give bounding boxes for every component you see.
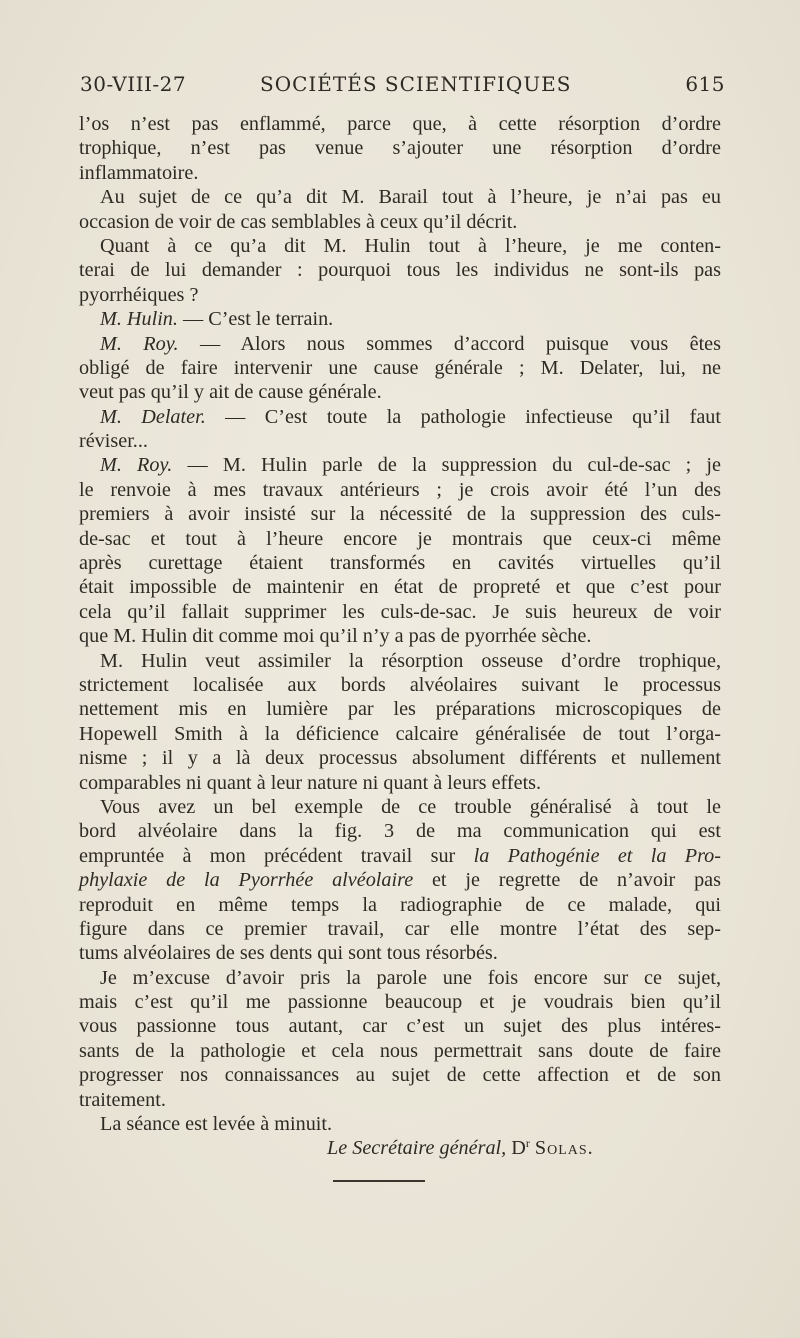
- text-line: Hopewell Smith à la déficience calcaire généralisée de tout l’orga-: [79, 722, 721, 745]
- text-line: obligé de faire intervenir une cause générale ; M. Delater, lui, ne: [79, 356, 721, 379]
- book-title: phylaxie de la Pyorrhée alvéolaire: [79, 869, 414, 892]
- text-line: bord alvéolaire dans la fig. 3 de ma communication qui est: [79, 820, 721, 843]
- closing-rule: [333, 1180, 425, 1182]
- text-line: M. Roy. — Alors nous sommes d’accord puisque vous êtes: [100, 332, 722, 355]
- text-line: après curettage étaient transformés en cavités virtuelles qu’il: [79, 552, 721, 575]
- signature-role: Le Secrétaire général,: [327, 1137, 507, 1160]
- text-line: pyorrhéiques ?: [79, 283, 199, 306]
- text-line: nisme ; il y a là deux processus absolument différents et nullement: [79, 747, 721, 770]
- text-line: cela qu’il fallait supprimer les culs-de-sac. Je suis heureux de voir: [79, 600, 721, 623]
- text-line: Je m’excuse d’avoir pris la parole une fois encore sur ce sujet,: [100, 966, 721, 989]
- text-line: trophique, n’est pas venue s’ajouter une résorption d’ordre: [79, 137, 721, 160]
- text-line: de-sac et tout à l’heure encore je montrais que ceux-ci même: [79, 527, 721, 550]
- text-line: occasion de voir de cas semblables à ceux qu’il décrit.: [79, 210, 518, 233]
- text-line: Quant à ce qu’a dit M. Hulin tout à l’heure, je me conten-: [100, 234, 721, 257]
- signature-title-sup: r: [525, 1136, 530, 1151]
- text-line: progresser nos connaissances au sujet de cette affection et de son: [79, 1064, 721, 1087]
- speaker-name: M. Hulin.: [100, 308, 178, 331]
- header-title: SOCIÉTÉS SCIENTIFIQUES: [260, 72, 572, 96]
- text-line: comparables ni quant à leur nature ni quant à leurs effets.: [79, 771, 542, 794]
- text-line: tums alvéolaires de ses dents qui sont tous résorbés.: [79, 942, 498, 965]
- text-line: premiers à avoir insisté sur la nécessité de la suppression des culs-: [79, 503, 721, 526]
- signature-name: Solas.: [534, 1137, 594, 1160]
- text-line: inflammatoire.: [79, 161, 199, 184]
- text-line: l’os n’est pas enflammé, parce que, à cette résorption d’ordre: [79, 113, 721, 135]
- page-number: 615: [685, 72, 725, 96]
- text-line: sants de la pathologie et cela nous permettrait sans doute de faire: [79, 1039, 721, 1062]
- text-line: M. Hulin veut assimiler la résorption osseuse d’ordre trophique,: [100, 649, 721, 672]
- text-line: M. Hulin. — C’est le terrain.: [100, 308, 334, 331]
- text-line: mais c’est qu’il me passionne beaucoup et je voudrais bien qu’il: [79, 991, 721, 1014]
- text-line: M. Roy. — M. Hulin parle de la suppression du cul-de-sac ; je: [100, 454, 721, 477]
- text-line: M. Delater. — C’est toute la pathologie infectieuse qu’il faut: [100, 405, 721, 428]
- text-line: La séance est levée à minuit.: [100, 1113, 333, 1136]
- signature: [79, 1136, 721, 1160]
- text-line: empruntée à mon précédent travail sur la Pathogénie et la Pro-: [79, 844, 721, 867]
- text-line: veut pas qu’il y ait de cause générale.: [79, 381, 382, 404]
- text-line: nettement mis en lumière par les préparations microscopiques de: [79, 698, 721, 721]
- text-line: terai de lui demander : pourquoi tous les individus ne sont-ils pas: [79, 259, 721, 282]
- header-date: 30-VIII-27: [80, 72, 187, 96]
- text-line: Au sujet de ce qu’a dit M. Barail tout à l’heure, je n’ai pas eu: [100, 186, 721, 209]
- text-line: traitement.: [79, 1088, 166, 1111]
- signature-title: D: [511, 1137, 526, 1160]
- text-line: reproduit en même temps la radiographie de ce malade, qui: [79, 893, 721, 916]
- text-line: strictement localisée aux bords alvéolaires suivant le processus: [79, 673, 721, 696]
- text-line: vous passionne tous autant, car c’est un sujet des plus intéres-: [79, 1015, 721, 1038]
- book-title: la Pathogénie et la Pro-: [473, 844, 721, 867]
- text-line: Vous avez un bel exemple de ce trouble généralisé à tout le: [100, 795, 721, 818]
- text-line: phylaxie de la Pyorrhée alvéolaire et je regrette de n’avoir pas: [79, 869, 721, 892]
- running-header: [80, 72, 725, 104]
- text-line: figure dans ce premier travail, car elle montre l’état des sep-: [79, 917, 721, 940]
- speaker-name: M. Roy.: [100, 332, 179, 355]
- text-line: le renvoie à mes travaux antérieurs ; je crois avoir été l’un des: [79, 478, 721, 501]
- text-line: que M. Hulin dit comme moi qu’il n’y a pas de pyorrhée sèche.: [79, 625, 592, 648]
- body-text: [79, 112, 721, 1161]
- speaker-name: M. Roy.: [100, 454, 173, 477]
- speaker-name: M. Delater.: [100, 405, 206, 428]
- text-line: réviser...: [79, 430, 148, 453]
- text-line: était impossible de maintenir en état de propreté et que c’est pour: [79, 576, 721, 599]
